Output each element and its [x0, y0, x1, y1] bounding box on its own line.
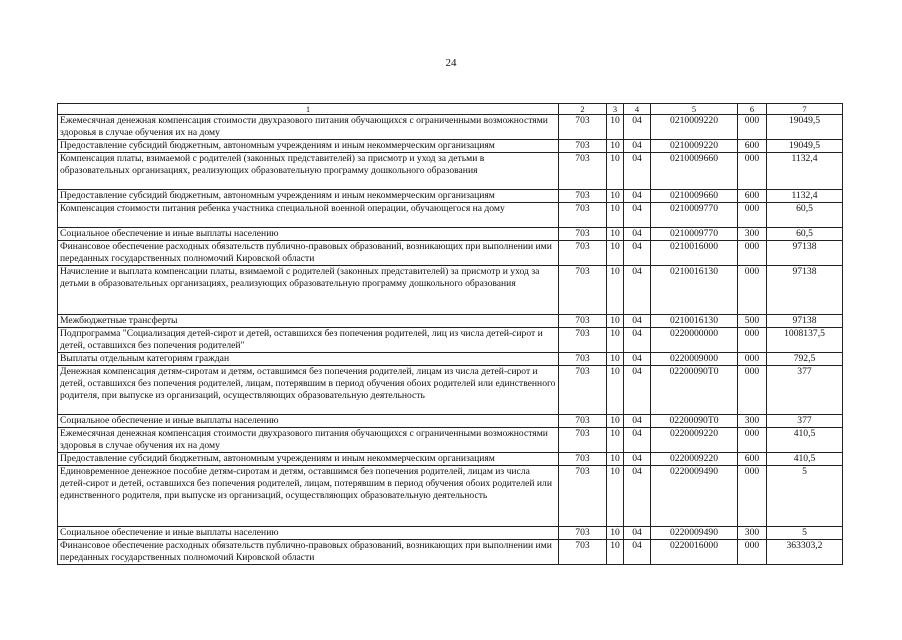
row-col5-cell: 0210009220: [651, 140, 738, 153]
row-col5-cell: 02200090T0: [651, 415, 738, 428]
row-col7-cell: 410,5: [767, 428, 843, 453]
row-col6-cell: 000: [738, 266, 767, 315]
row-name-cell: Предоставление субсидий бюджетным, автономным учреждениям и иным некоммерческим организациям: [58, 140, 559, 153]
row-col7-cell: 60,5: [767, 228, 843, 241]
row-col5-cell: 0220016000: [651, 540, 738, 565]
row-col2-cell: 703: [559, 140, 607, 153]
row-col5-cell: 0210009220: [651, 115, 738, 140]
table-body: [58, 104, 843, 565]
row-col4-cell: 04: [624, 153, 651, 190]
row-col2-cell: 703: [559, 241, 607, 266]
row-col3-cell: 10: [607, 115, 624, 140]
row-col4-cell: 04: [624, 315, 651, 328]
row-col6-cell: 300: [738, 415, 767, 428]
row-col6-cell: 000: [738, 115, 767, 140]
row-col5-cell: 0210016130: [651, 266, 738, 315]
row-col3-cell: 10: [607, 241, 624, 266]
row-col3-cell: 10: [607, 453, 624, 466]
row-col4-cell: 04: [624, 241, 651, 266]
row-col3-cell: 10: [607, 366, 624, 415]
row-col5-cell: 0220009220: [651, 453, 738, 466]
row-col5-cell: 0210009770: [651, 203, 738, 228]
table-row: [58, 466, 843, 527]
row-col2-cell: 703: [559, 366, 607, 415]
row-col6-cell: 600: [738, 190, 767, 203]
row-col5-cell: 0220009220: [651, 428, 738, 453]
row-col5-cell: 0220009490: [651, 527, 738, 540]
row-col7-cell: 1132,4: [767, 190, 843, 203]
row-col2-cell: 703: [559, 328, 607, 353]
row-col3-cell: 10: [607, 540, 624, 565]
row-col2-cell: 703: [559, 315, 607, 328]
row-col3-cell: 10: [607, 140, 624, 153]
row-col2-cell: 703: [559, 203, 607, 228]
row-col4-cell: 04: [624, 353, 651, 366]
row-col7-cell: 5: [767, 527, 843, 540]
row-col6-cell: 000: [738, 203, 767, 228]
row-col3-cell: 10: [607, 228, 624, 241]
row-name-cell: Выплаты отдельным категориям граждан: [58, 353, 559, 366]
row-col4-cell: 04: [624, 140, 651, 153]
row-col7-cell: 5: [767, 466, 843, 527]
row-col6-cell: 300: [738, 527, 767, 540]
row-col4-cell: 04: [624, 228, 651, 241]
table-row: [58, 153, 843, 190]
row-name-cell: Предоставление субсидий бюджетным, автономным учреждениям и иным некоммерческим организациям: [58, 453, 559, 466]
row-name-cell: Компенсация стоимости питания ребенка участника специальной военной операции, обучающегося на дому: [58, 203, 559, 228]
table-row: [58, 140, 843, 153]
row-col6-cell: 000: [738, 428, 767, 453]
row-col2-cell: 703: [559, 466, 607, 527]
row-col4-cell: 04: [624, 428, 651, 453]
row-col7-cell: 792,5: [767, 353, 843, 366]
row-name-cell: Единовременное денежное пособие детям-сиротам и детям, оставшимся без попечения родителей, лицам из числа детей-сирот и детей, оставшихся без попечения родителей, лицам, потерявшим в период обучения обоих родителей или единственного родителя, при выпуске из организаций, осуществляющих образовательную деятельность: [58, 466, 559, 527]
row-name-cell: Компенсация платы, взимаемой с родителей (законных представителей) за присмотр и уход за детьми в образовательных организациях, реализующих образовательную программу дошкольного образования: [58, 153, 559, 190]
row-col3-cell: 10: [607, 466, 624, 527]
row-col7-cell: 97138: [767, 266, 843, 315]
row-col4-cell: 04: [624, 266, 651, 315]
table-row: [58, 190, 843, 203]
row-col7-cell: 377: [767, 415, 843, 428]
table-row: [58, 415, 843, 428]
header-cell-2: 2: [559, 104, 607, 115]
row-col2-cell: 703: [559, 540, 607, 565]
row-col5-cell: 0210016130: [651, 315, 738, 328]
table-row: [58, 241, 843, 266]
table-header-row: [58, 104, 843, 115]
row-name-cell: Предоставление субсидий бюджетным, автономным учреждениям и иным некоммерческим организациям: [58, 190, 559, 203]
row-col2-cell: 703: [559, 353, 607, 366]
table-row: [58, 366, 843, 415]
table-row: [58, 353, 843, 366]
row-col7-cell: 410,5: [767, 453, 843, 466]
row-col4-cell: 04: [624, 527, 651, 540]
row-col6-cell: 000: [738, 540, 767, 565]
table-row: [58, 203, 843, 228]
row-col5-cell: 02200090T0: [651, 366, 738, 415]
table-row: [58, 428, 843, 453]
row-col4-cell: 04: [624, 540, 651, 565]
row-col6-cell: 300: [738, 228, 767, 241]
row-col2-cell: 703: [559, 415, 607, 428]
row-col5-cell: 0220000000: [651, 328, 738, 353]
row-col5-cell: 0210009770: [651, 228, 738, 241]
table-row: [58, 527, 843, 540]
row-col2-cell: 703: [559, 428, 607, 453]
table-row: [58, 228, 843, 241]
row-col4-cell: 04: [624, 453, 651, 466]
row-col7-cell: 377: [767, 366, 843, 415]
row-col7-cell: 60,5: [767, 203, 843, 228]
row-col6-cell: 000: [738, 366, 767, 415]
row-col3-cell: 10: [607, 328, 624, 353]
header-cell-7: 7: [767, 104, 843, 115]
row-col6-cell: 000: [738, 466, 767, 527]
row-col6-cell: 500: [738, 315, 767, 328]
row-col7-cell: 363303,2: [767, 540, 843, 565]
table-row: [58, 453, 843, 466]
row-col7-cell: 1132,4: [767, 153, 843, 190]
row-name-cell: Подпрограмма "Социализация детей-сирот и детей, оставшихся без попечения родителей, лиц из числа детей-сирот и детей, оставшихся без попечения родителей": [58, 328, 559, 353]
row-name-cell: Денежная компенсация детям-сиротам и детям, оставшимся без попечения родителей, лицам из числа детей-сирот и детей, оставшихся без попечения родителей, лицам, потерявшим в период обучения обоих родителей или единственного родителя, при выпуске из организаций, осуществляющих образовательную деятельность: [58, 366, 559, 415]
row-col3-cell: 10: [607, 153, 624, 190]
row-col3-cell: 10: [607, 428, 624, 453]
row-col4-cell: 04: [624, 415, 651, 428]
row-col5-cell: 0210009660: [651, 153, 738, 190]
row-col7-cell: 97138: [767, 241, 843, 266]
row-col5-cell: 0220009490: [651, 466, 738, 527]
row-col4-cell: 04: [624, 328, 651, 353]
row-name-cell: Ежемесячная денежная компенсация стоимости двухразового питания обучающихся с ограниченными возможностями здоровья в случае обучения их на дому: [58, 428, 559, 453]
header-cell-5: 5: [651, 104, 738, 115]
row-name-cell: Финансовое обеспечение расходных обязательств публично-правовых образований, возникающих при выполнении ими переданных государственных полномочий Кировской области: [58, 241, 559, 266]
row-name-cell: Социальное обеспечение и иные выплаты населению: [58, 228, 559, 241]
row-col2-cell: 703: [559, 266, 607, 315]
row-col4-cell: 04: [624, 466, 651, 527]
header-cell-3: 3: [607, 104, 624, 115]
row-col3-cell: 10: [607, 203, 624, 228]
row-col3-cell: 10: [607, 353, 624, 366]
row-col6-cell: 000: [738, 241, 767, 266]
row-col3-cell: 10: [607, 315, 624, 328]
row-col2-cell: 703: [559, 228, 607, 241]
table-row: [58, 540, 843, 565]
row-name-cell: Межбюджетные трансферты: [58, 315, 559, 328]
row-col6-cell: 000: [738, 328, 767, 353]
row-col7-cell: 1008137,5: [767, 328, 843, 353]
row-col6-cell: 000: [738, 153, 767, 190]
row-col2-cell: 703: [559, 527, 607, 540]
table-row: [58, 328, 843, 353]
row-col4-cell: 04: [624, 115, 651, 140]
row-name-cell: Финансовое обеспечение расходных обязательств публично-правовых образований, возникающих при выполнении ими переданных государственных полномочий Кировской области: [58, 540, 559, 565]
page-number: 24: [445, 57, 457, 69]
row-col6-cell: 600: [738, 453, 767, 466]
table-row: [58, 115, 843, 140]
row-col2-cell: 703: [559, 453, 607, 466]
table-row: [58, 315, 843, 328]
row-col2-cell: 703: [559, 153, 607, 190]
row-name-cell: Социальное обеспечение и иные выплаты населению: [58, 527, 559, 540]
row-name-cell: Социальное обеспечение и иные выплаты населению: [58, 415, 559, 428]
row-col4-cell: 04: [624, 203, 651, 228]
row-col3-cell: 10: [607, 527, 624, 540]
row-col5-cell: 0220009000: [651, 353, 738, 366]
row-col5-cell: 0210016000: [651, 241, 738, 266]
row-col6-cell: 600: [738, 140, 767, 153]
row-col2-cell: 703: [559, 190, 607, 203]
row-name-cell: Начисление и выплата компенсации платы, взимаемой с родителей (законных представителей) за присмотр и уход за детьми в образовательных организациях, реализующих образовательную программу дошкольного образования: [58, 266, 559, 315]
row-col3-cell: 10: [607, 190, 624, 203]
row-col4-cell: 04: [624, 366, 651, 415]
budget-table: [57, 103, 843, 565]
row-col7-cell: 19049,5: [767, 140, 843, 153]
row-col6-cell: 000: [738, 353, 767, 366]
row-col5-cell: 0210009660: [651, 190, 738, 203]
row-col4-cell: 04: [624, 190, 651, 203]
row-col3-cell: 10: [607, 415, 624, 428]
row-col7-cell: 19049,5: [767, 115, 843, 140]
table-row: [58, 266, 843, 315]
header-cell-1: 1: [58, 104, 559, 115]
row-col3-cell: 10: [607, 266, 624, 315]
row-name-cell: Ежемесячная денежная компенсация стоимости двухразового питания обучающихся с ограниченными возможностями здоровья в случае обучения их на дому: [58, 115, 559, 140]
header-cell-6: 6: [738, 104, 767, 115]
header-cell-4: 4: [624, 104, 651, 115]
row-col2-cell: 703: [559, 115, 607, 140]
row-col7-cell: 97138: [767, 315, 843, 328]
